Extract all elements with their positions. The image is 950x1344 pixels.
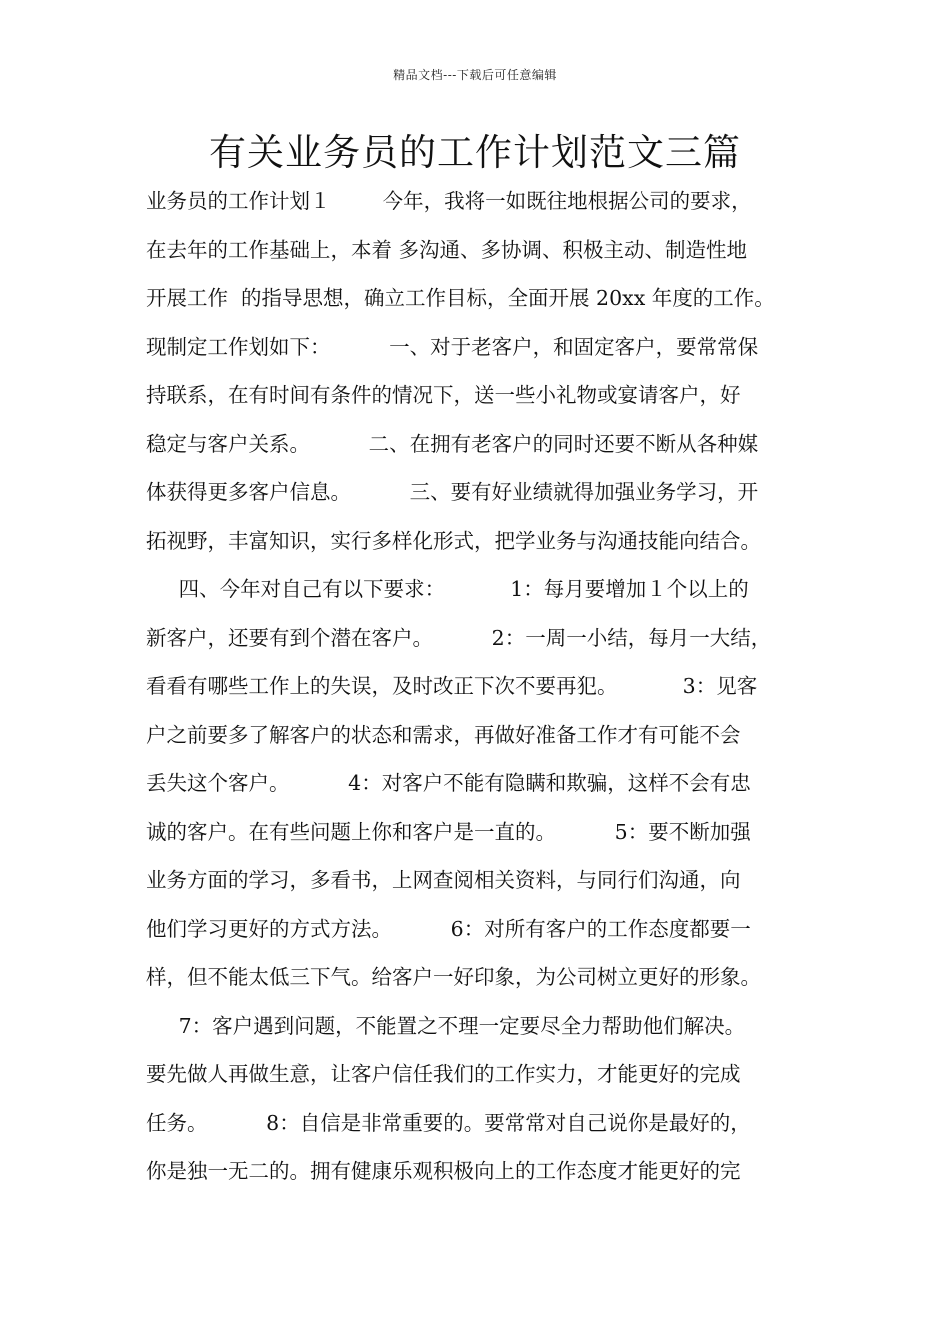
page-header-note: 精品文档---下载后可任意编辑 [393, 68, 557, 82]
body-line: 四、今年对自己有以下要求： 1：每月要增加１个以上的 [146, 577, 749, 601]
body-line: 稳定与客户关系。 二、在拥有老客户的同时还要不断从各种媒 [146, 431, 759, 456]
document-title: 有关业务员的工作计划范文三篇 [209, 131, 741, 174]
document-body [146, 177, 814, 1196]
body-line: 诚的客户。在有些问题上你和客户是一直的。 5：要不断加强 [146, 819, 751, 844]
body-line: 要先做人再做生意，让客户信任我们的工作实力，才能更好的完成 [146, 1062, 741, 1086]
body-line: 丢失这个客户。 4：对客户不能有隐瞒和欺骗，这样不会有忠 [146, 771, 751, 795]
body-line: 你是独一无二的。拥有健康乐观积极向上的工作态度才能更好的完 [146, 1159, 741, 1183]
body-line: 7：客户遇到问题，不能置之不理一定要尽全力帮助他们解决。 [146, 1013, 746, 1038]
body-line: 他们学习更好的方式方法。 6：对所有客户的工作态度都要一 [146, 916, 751, 941]
body-line: 任务。 8：自信是非常重要的。要常常对自己说你是最好的， [146, 1110, 751, 1135]
body-line: 样，但不能太低三下气。给客户一好印象，为公司树立更好的形象。 [146, 965, 761, 989]
body-line: 业务方面的学习，多看书，上网查阅相关资料，与同行们沟通，向 [146, 868, 741, 892]
body-line: 看看有哪些工作上的失误，及时改正下次不要再犯。 3：见客 [146, 674, 758, 698]
body-line: 新客户，还要有到个潜在客户。 2：一周一小结，每月一大结， [146, 625, 772, 650]
body-line: 开展工作 的指导思想，确立工作目标，全面开展 20xx 年度的工作。 [146, 286, 775, 310]
body-line: 户之前要多了解客户的状态和需求，再做好准备工作才有可能不会 [146, 722, 741, 747]
body-line: 持联系，在有时间有条件的情况下，送一些小礼物或宴请客户，好 [146, 383, 741, 407]
body-line: 业务员的工作计划１ 今年，我将一如既往地根据公司的要求， [146, 189, 752, 213]
body-line: 拓视野，丰富知识，实行多样化形式，把学业务与沟通技能向结合。 [146, 528, 761, 553]
body-line: 现制定工作划如下： 一、对于老客户，和固定客户，要常常保 [146, 334, 759, 359]
body-line: 体获得更多客户信息。 三、要有好业绩就得加强业务学习，开 [146, 480, 759, 504]
body-line: 在去年的工作基础上，本着 多沟通、多协调、积极主动、制造性地 [146, 237, 748, 262]
